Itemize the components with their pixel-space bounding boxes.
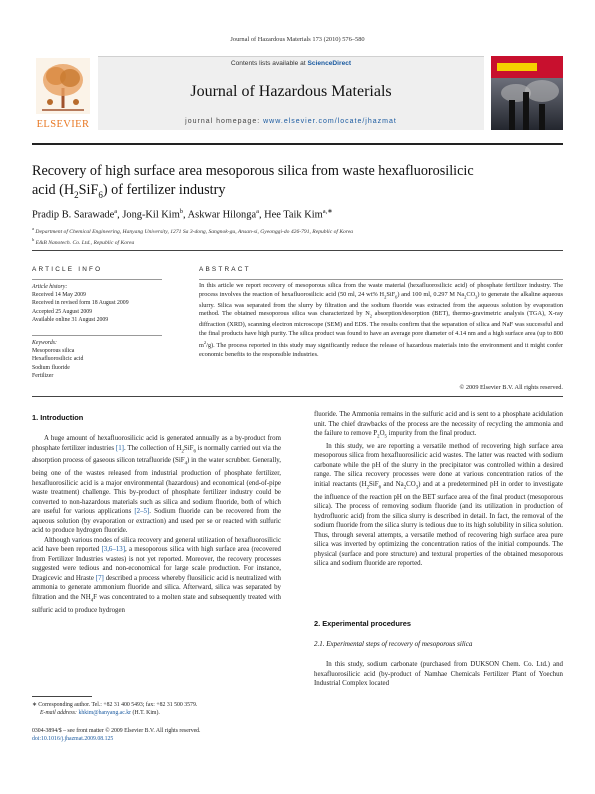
- history-line: Received 14 May 2009: [32, 292, 86, 299]
- paper-title: [32, 162, 563, 205]
- masthead-divider: [32, 143, 563, 145]
- history-line: Accepted 25 August 2009: [32, 308, 93, 315]
- contents-available-line: [98, 60, 484, 67]
- right-column-body-continued: [314, 660, 563, 689]
- article-history: [32, 283, 162, 324]
- keyword: Hexafluorosilicic acid: [32, 356, 84, 363]
- subsection-heading: 2.1. Experimental steps of recovery of mesoporous silica: [314, 640, 473, 648]
- article-info-heading: ARTICLE INFO: [32, 266, 103, 273]
- body-divider: [32, 396, 563, 397]
- corresponding-author-footnote: [32, 701, 281, 717]
- corresponding-author-line: ∗ Corresponding author. Tel.: +82 31 400 5493; fax: +82 31 500 3579.: [32, 702, 198, 708]
- section-heading-introduction: 1. Introduction: [32, 413, 84, 422]
- sciencedirect-link[interactable]: ScienceDirect: [307, 60, 352, 67]
- affiliation: $^b$ E&B Nanotech. Co. Ltd., Republic of Korea: [32, 237, 135, 247]
- article-info-divider: [32, 335, 162, 336]
- paper-title-line-1: Recovery of high surface area mesoporous silica from waste hexafluorosilicic: [32, 163, 474, 179]
- cover-smokestack: [539, 104, 545, 130]
- author-list: Pradip B. Sarawade$^a$, Jong-Kil Kim$^b$, Askwar Hilonga$^a$, Hee Taik Kim$^{a,∗}$: [32, 208, 333, 221]
- affiliations: [32, 225, 563, 248]
- author[interactable]: Askwar Hilonga: [187, 209, 257, 221]
- header-divider: [32, 250, 563, 251]
- history-line: Received in revised form 18 August 2009: [32, 300, 129, 307]
- keywords-label: Keywords:: [32, 340, 57, 346]
- history-line: Available online 31 August 2009: [32, 316, 109, 323]
- paragraph: In this study, sodium carbonate (purchased from DUKSON Chem. Co. Ltd.) and hexafluorosilicic acid (by-product of Namhae Chemicals Fertilizer Plant of Yoechun Industrial Complex located: [314, 661, 563, 687]
- cover-smokestack: [509, 100, 515, 130]
- citation-link[interactable]: [7]: [95, 574, 104, 582]
- article-history-label: Article history:: [32, 284, 68, 290]
- citation-link[interactable]: [2–5]: [134, 508, 150, 516]
- cover-smoke: [525, 80, 559, 102]
- article-info-divider: [32, 279, 162, 280]
- journal-homepage-link[interactable]: www.elsevier.com/locate/jhazmat: [263, 118, 397, 125]
- paragraph: A huge amount of hexafluorosilicic acid is generated annually as a by-product from phosphate fertilizer industries [1]. The collection of $H_2SiF_6$ is normally carried out via the absorption process of gaseous silicon tetrafluoride (SiF$_4$) in the water scrubber. Generally, being one of the wastes released from industrial production of phosphate fertilizer, hexafluorosilicic acid is a major environmental (hazardous) and economical (end-of-pipe waste treatment) challenge. This by-product of phosphate fertilizer industry could be converted to non-hazardous materials such as silica and sodium fluoride, both of which are useful for various applications [2–5]. Sodium fluoride can be recovered from the aqueous solution (by evaporation or extraction) and used per se or reacted with sulfuric acid to produce hydrogen fluoride.: [32, 435, 282, 535]
- contents-prefix: Contents lists available at: [230, 60, 308, 67]
- journal-masthead: [32, 56, 563, 134]
- copyright-notice: © 2009 Elsevier B.V. All rights reserved.: [459, 384, 563, 391]
- journal-title: Journal of Hazardous Materials: [190, 83, 392, 100]
- elsevier-tree-icon: [36, 58, 90, 114]
- issn-line: 0304-3894/$ – see front matter © 2009 Elsevier B.V. All rights reserved.: [32, 728, 201, 734]
- elsevier-logo: [32, 56, 94, 130]
- paper-title-line-2: acid $(H_2SiF_6)$ of fertilizer industry: [32, 182, 226, 200]
- paragraph: In this study, we are reporting a versatile method of recovering high surface area mesoporous silica from hexafluorosilicic acid wastes. The latter was reacted with sodium carbonate while the pH of the slurry in the precipitator was controlled within a desired range. The silica recovery processes were done at various concentration ratios of the initial reactants ($H_2SiF_6$ and $Na_2CO_3$) and at a predetermined pH in order to investigate the influence of the reaction pH on the BET surface area of the final product (mesoporous silica). The process of removing sodium fluoride (and its utilization in production of hydrofluoric acid) from the silica slurry is described in detail. In fact, the removal of the sodium fluoride from the silica slurry is tedious due to its high solubility in silica solution. Thus, through several attempts, a versatile method of recovering high surface area pure silica was inverted by optimizing the concentration ratios of the initial compounds. The physical (surface and pore structure) and textural properties of the obtained mesoporous silica and sodium fluoride are reported.: [314, 442, 563, 568]
- journal-reference: Journal of Hazardous Materials 173 (2010) 576–580: [230, 36, 365, 43]
- author[interactable]: Hee Taik Kim: [264, 209, 323, 221]
- homepage-prefix: journal homepage:: [185, 118, 264, 125]
- abstract-heading: ABSTRACT: [199, 266, 251, 273]
- abstract-text: In this article we report recovery of mesoporous silica from the waste material (hexafluorosilicic acid) of phosphate fertilizer industry. The process involves the reaction of hexafluorosilicic acid (50 ml, 24 wt% $H_2SiF_6$) and 100 ml, 0.297 M $Na_2CO_3$) to generate the alkaline aqueous slurry. Silica was separated from the slurry by filtration and the sodium fluoride was extracted from the aqueous solution by evaporation method. The obtained mesoporous silica was characterized by $N_2$ absorption/desorption (BET), thermo-gravimetric analysis (TGA), X-ray diffraction (XRD), scanning electron microscope (SEM) and EDS. The results confirm that the separation of silica and NaF was successful and the final products have high purity. The silica product was found to have an average pore diameter of 4.14 nm and a high surface area (up to 800 $m^2/g$). The process reported in this study may significantly reduce the release of hazardous materials into the environment and it might confer economic benefits to the responsible industries.: [199, 282, 563, 358]
- paragraph: Although various modes of silica recovery and general utilization of hexafluorosilicic acid have been reported [3,6–13], a mesoporous silica with high surface area (recovered from Fertilizer Industries wastes) is not yet reported. Moreover, the recovery processes suggested were tedious and non-economical for large scale production. For instance, Dragicevic and Hraste [7] described a process whereby fluosilicic acid is neutralized with ammonia to generate ammonium fluoride and silica. Afterward, silica was separated by filtration and the $NH_4F$ was concentrated to a molten state and subsequently treated with sulfuric acid to produce hydrogen: [32, 536, 282, 614]
- citation-link[interactable]: [1]: [115, 444, 124, 452]
- left-column-body: [32, 434, 281, 615]
- publisher-name: ELSEVIER: [36, 119, 90, 130]
- doi-link[interactable]: doi:10.1016/j.jhazmat.2009.08.125: [32, 736, 114, 743]
- affiliation: $^a$ Department of Chemical Engineering, Hanyang University, 1271 Sa 3-dong, Sangnok-gu, Ansan-si, Gyeonggi-do 426-791, Republic of Korea: [32, 226, 354, 235]
- keywords: [32, 339, 162, 380]
- cover-title-mark: [497, 63, 537, 71]
- citation-link[interactable]: [3,6–13]: [101, 546, 126, 554]
- keyword: Fertilizer: [32, 372, 54, 379]
- footnote-divider: [32, 696, 92, 697]
- author[interactable]: Pradip B. Sarawade: [32, 209, 115, 221]
- email-link[interactable]: khkim@hanyang.ac.kr: [78, 710, 132, 717]
- masthead-banner: [98, 56, 484, 130]
- keyword: Sodium fluoride: [32, 364, 70, 371]
- section-heading-experimental: 2. Experimental procedures: [314, 619, 411, 628]
- journal-homepage-line: [98, 118, 484, 125]
- issn-footnote: [32, 727, 281, 743]
- cover-smokestack: [523, 92, 529, 130]
- paragraph: fluoride. The Ammonia remains in the sulfuric acid and is sent to a phosphate acidulation unit. The chief drawbacks of the process are the necessity of recycling the ammonia and the failure to remove $P_2O_5$ impurity from the final product.: [314, 411, 563, 440]
- journal-cover-image: [491, 56, 563, 130]
- right-column-body: [314, 410, 563, 569]
- keyword: Mesoporous silica: [32, 348, 75, 355]
- email-line: E-mail address: khkim@hanyang.ac.kr (H.T. Kim).: [40, 710, 160, 717]
- abstract-divider: [199, 279, 563, 280]
- author[interactable]: Jong-Kil Kim: [122, 209, 180, 221]
